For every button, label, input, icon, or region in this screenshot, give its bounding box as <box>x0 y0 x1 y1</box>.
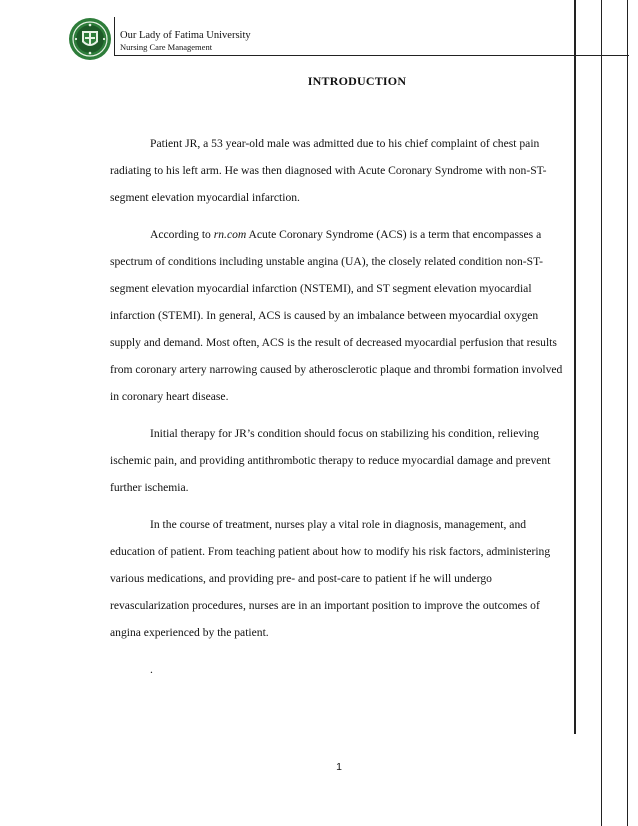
text-line: various medications, and providing pre- and post-care to patient if he will undergo <box>110 572 492 585</box>
text-fragment: Acute Coronary Syndrome (ACS) is a term that encompasses a <box>246 228 542 241</box>
section-title: INTRODUCTION <box>307 74 407 88</box>
trailing-period: . <box>150 663 153 676</box>
department-name: Nursing Care Management <box>120 42 213 52</box>
margin-rule <box>627 0 628 826</box>
text-line: angina experienced by the patient. <box>110 626 269 639</box>
text-line: from coronary artery narrowing caused by atherosclerotic plaque and thrombi formation involved <box>110 363 563 376</box>
text-line: supply and demand. Most often, ACS is the result of decreased myocardial perfusion that results <box>110 336 557 349</box>
margin-rule <box>574 0 576 734</box>
header-box <box>114 17 629 56</box>
text-line: revascularization procedures, nurses are in an important position to improve the outcomes of <box>110 599 540 612</box>
source-reference: rn.com <box>213 228 247 241</box>
university-name: Our Lady of Fatima University <box>120 30 251 41</box>
text-line: Initial therapy for JR’s condition should focus on stabilizing his condition, relieving <box>150 427 539 440</box>
text-fragment: According to <box>150 228 214 241</box>
page-number: 1 <box>336 761 342 773</box>
margin-rule <box>601 0 602 826</box>
text-line: radiating to his left arm. He was then diagnosed with Acute Coronary Syndrome with non-ST- <box>110 164 547 177</box>
text-line: further ischemia. <box>110 481 189 494</box>
university-seal-logo <box>68 14 112 64</box>
text-line: segment elevation myocardial infarction. <box>110 191 300 204</box>
text-line: infarction (STEMI). In general, ACS is caused by an imbalance between myocardial oxygen <box>110 309 539 322</box>
text-line: ischemic pain, and providing antithrombotic therapy to reduce myocardial damage and prevent <box>110 454 551 467</box>
text-line: segment elevation myocardial infarction (NSTEMI), and ST segment elevation myocardial <box>110 282 532 295</box>
text-line: in coronary heart disease. <box>110 390 229 403</box>
text-line <box>150 228 541 242</box>
text-line: spectrum of conditions including unstable angina (UA), the closely related condition non-ST- <box>110 255 543 268</box>
text-line: education of patient. From teaching patient about how to modify his risk factors, administering <box>110 545 551 558</box>
text-line: Patient JR, a 53 year-old male was admitted due to his chief complaint of chest pain <box>150 137 540 150</box>
text-line: In the course of treatment, nurses play a vital role in diagnosis, management, and <box>150 518 527 531</box>
